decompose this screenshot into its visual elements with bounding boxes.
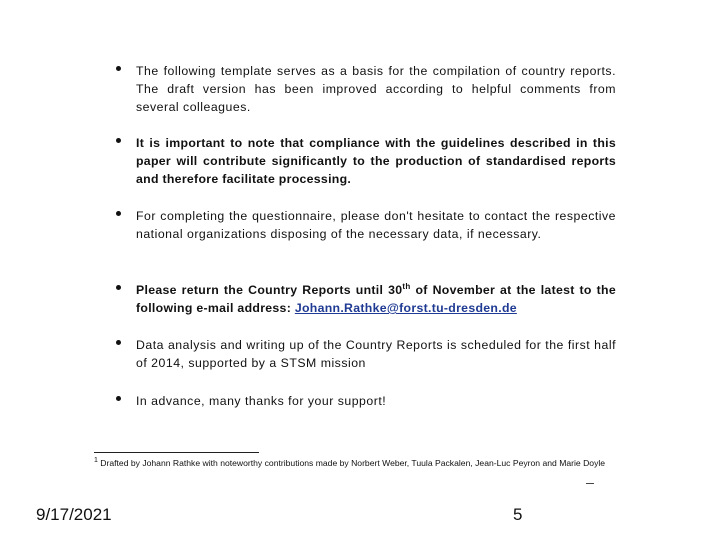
bullet-dot-icon — [116, 66, 121, 71]
footnote-text: Drafted by Johann Rathke with noteworthy contributions made by Norbert Weber, Tuula Packalen, Jean-Luc Peyron and Marie Doyle — [97, 458, 606, 468]
ordinal-suffix: th — [402, 281, 411, 291]
bullet-item-contact — [116, 207, 616, 243]
bullet-dot-icon — [116, 138, 121, 143]
footnote — [94, 457, 624, 470]
bullet-item-thanks — [116, 392, 616, 410]
bullet-text: It is important to note that compliance with the guidelines described in this paper will contribute significantly to the production of standardised reports and therefore facilitate processing. — [136, 136, 616, 186]
bullet-text: In advance, many thanks for your support! — [136, 394, 387, 408]
bullet-text — [136, 281, 616, 317]
footer-date: 9/17/2021 — [36, 505, 112, 524]
bullet-item-compliance — [116, 134, 616, 188]
bullet-dot-icon — [116, 396, 121, 401]
bullet-item-template-basis — [116, 62, 616, 116]
bullet-item-data-analysis — [116, 336, 616, 372]
bullet-dot-icon — [116, 285, 121, 290]
bullet-text: The following template serves as a basis for the compilation of country reports. The draft version has been improved according to helpful comments from several colleagues. — [136, 64, 616, 114]
bullet-text: For completing the questionnaire, please don't hesitate to contact the respective national organizations disposing of the necessary data, if necessary. — [136, 209, 616, 241]
bullet-dot-icon — [116, 340, 121, 345]
bullet-dot-icon — [116, 211, 121, 216]
email-link[interactable]: Johann.Rathke@forst.tu-dresden.de — [294, 301, 517, 315]
page-number: 5 — [513, 505, 523, 524]
return-text-end: of November at the latest to the following e-mail address: — [136, 283, 616, 315]
bullet-text: Data analysis and writing up of the Country Reports is scheduled for the first half of 2014, supported by a STSM mission — [136, 338, 616, 370]
footnote-number: 1 — [94, 457, 98, 465]
footnote-mark — [586, 483, 594, 484]
footnote-divider — [94, 452, 259, 453]
bullet-item-return-reports — [116, 281, 616, 317]
return-text-start: Please return the Country Reports until 30 — [136, 283, 403, 297]
